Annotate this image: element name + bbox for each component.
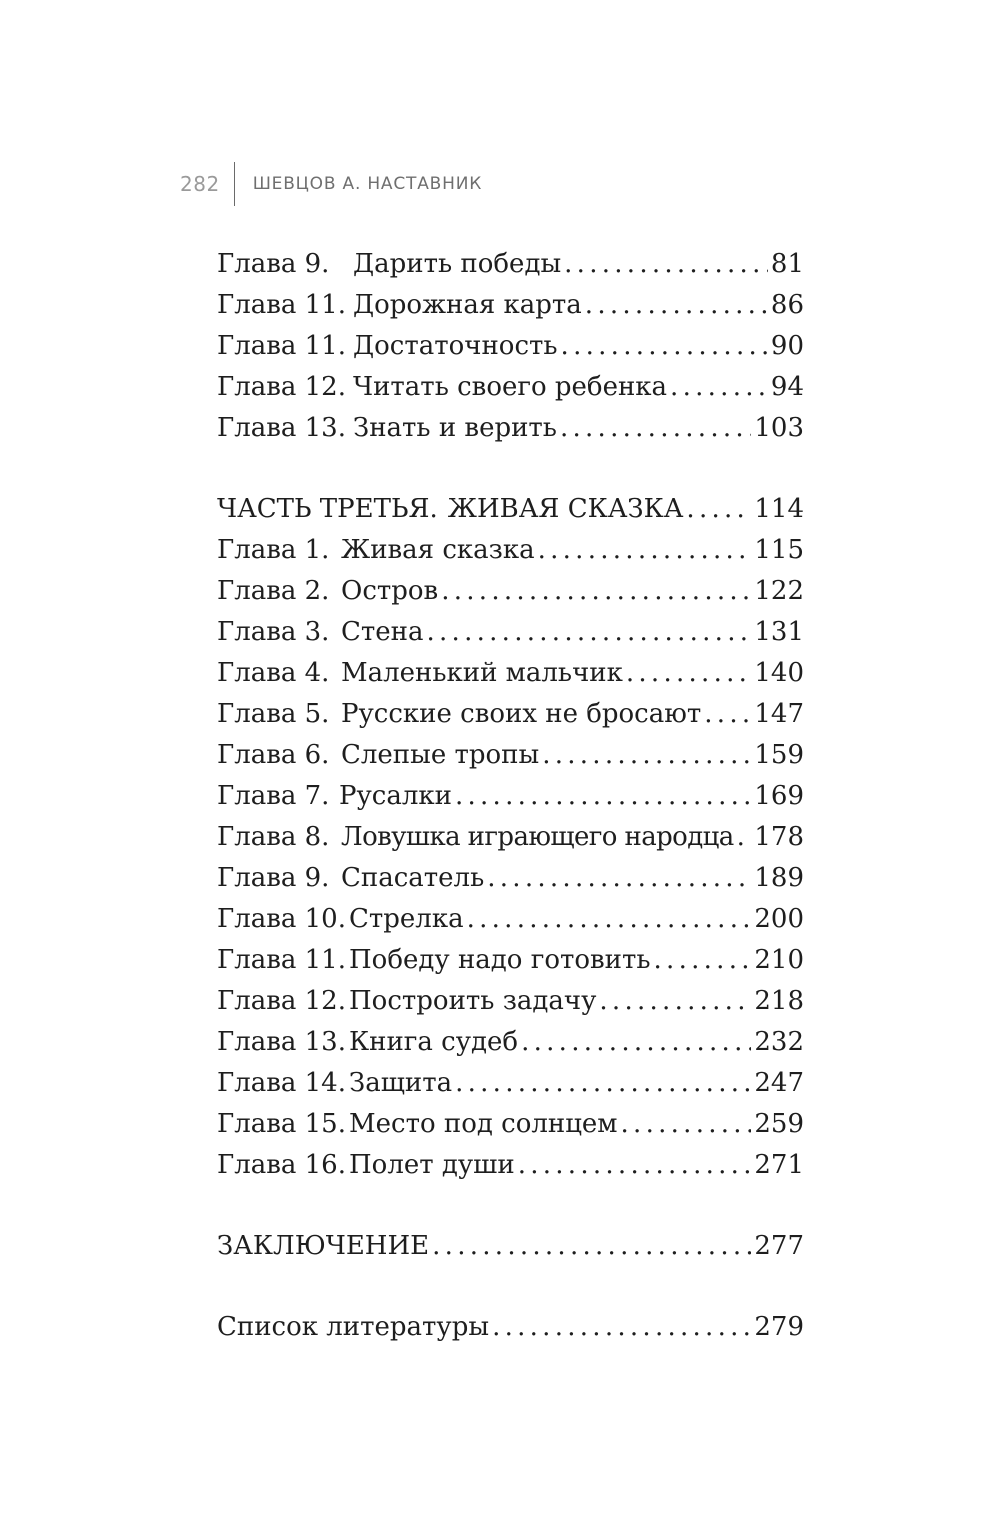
entry-label: Глава 13.	[217, 413, 346, 443]
entry-page: 90	[770, 331, 804, 361]
page-number: 282	[180, 172, 220, 196]
toc-entry	[217, 1063, 804, 1104]
leader-dots	[538, 530, 752, 571]
entry-title: Защита	[349, 1068, 453, 1098]
entry-page: 159	[754, 740, 804, 770]
entry-page: 232	[754, 1027, 804, 1057]
entry-page: 200	[754, 904, 804, 934]
leader-dots	[542, 735, 751, 776]
entry-page: 259	[754, 1109, 804, 1139]
toc-entry	[217, 367, 804, 408]
entry-label: Глава 8.	[217, 822, 330, 852]
leader-dots	[737, 817, 752, 858]
leader-dots	[432, 1226, 751, 1267]
leader-dots	[521, 1022, 751, 1063]
toc-entry	[217, 326, 804, 367]
entry-label: Глава 13.	[217, 1027, 346, 1057]
part-title: ЖИВАЯ СКАЗКА	[447, 494, 684, 524]
entry-page: 247	[754, 1068, 804, 1098]
toc-entry	[217, 285, 804, 326]
leader-dots	[564, 244, 768, 285]
entry-page: 169	[754, 781, 804, 811]
toc-entry	[217, 899, 804, 940]
toc-entry	[217, 735, 804, 776]
entry-label: Глава 11.	[217, 290, 346, 320]
entry-label: Глава 15.	[217, 1109, 346, 1139]
entry-label: Глава 9.	[217, 863, 330, 893]
entry-title: Стрелка	[349, 904, 464, 934]
part-page: 114	[754, 494, 804, 524]
toc-entry	[217, 1145, 804, 1186]
toc-entry-conclusion	[217, 1226, 804, 1267]
toc-entry	[217, 940, 804, 981]
entry-label: Глава 16.	[217, 1150, 346, 1180]
entry-label: Глава 11.	[217, 945, 346, 975]
toc-entry	[217, 981, 804, 1022]
entry-page: 218	[754, 986, 804, 1016]
toc-entry	[217, 694, 804, 735]
entry-page: 81	[770, 249, 804, 279]
entry-page: 94	[770, 372, 804, 402]
toc-entry	[217, 408, 804, 449]
running-head	[180, 162, 482, 206]
entry-title: Слепые тропы	[341, 740, 540, 770]
entry-label: Глава 6.	[217, 740, 330, 770]
entry-title: ЗАКЛЮЧЕНИЕ	[217, 1231, 430, 1261]
entry-page: 277	[754, 1231, 804, 1261]
entry-title: Список литературы	[217, 1312, 490, 1342]
entry-page: 122	[754, 576, 804, 606]
toc-entry	[217, 530, 804, 571]
leader-dots	[561, 326, 768, 367]
entry-label: Глава 11.	[217, 331, 346, 361]
table-of-contents	[217, 244, 804, 1348]
entry-page: 271	[754, 1150, 804, 1180]
book-title: ШЕВЦОВ А. НАСТАВНИК	[252, 174, 483, 194]
entry-label: Глава 4.	[217, 658, 330, 688]
part-label: ЧАСТЬ ТРЕТЬЯ.	[217, 494, 438, 524]
entry-page: 131	[754, 617, 804, 647]
leader-dots	[585, 285, 768, 326]
leader-dots	[455, 1063, 751, 1104]
leader-dots	[487, 858, 751, 899]
toc-entry	[217, 1022, 804, 1063]
leader-dots	[518, 1145, 752, 1186]
entry-page: 115	[754, 535, 804, 565]
entry-page: 178	[754, 822, 804, 852]
toc-group-conclusion	[217, 1226, 804, 1267]
entry-page: 147	[754, 699, 804, 729]
toc-entry	[217, 571, 804, 612]
entry-title: Знать и верить	[353, 413, 557, 443]
entry-page: 86	[770, 290, 804, 320]
header-divider	[234, 162, 235, 206]
leader-dots	[686, 489, 751, 530]
entry-page: 189	[754, 863, 804, 893]
leader-dots	[654, 940, 752, 981]
leader-dots	[704, 694, 751, 735]
entry-title: Дарить победы	[353, 249, 562, 279]
entry-title: Русские своих не бросают	[341, 699, 702, 729]
entry-label: Глава 5.	[217, 699, 330, 729]
toc-entry	[217, 244, 804, 285]
entry-title: Ловушка играющего народца	[341, 822, 734, 852]
entry-page: 279	[754, 1312, 804, 1342]
leader-dots	[492, 1307, 751, 1348]
leader-dots	[670, 367, 768, 408]
entry-title: Победу надо готовить	[349, 945, 651, 975]
leader-dots	[599, 981, 751, 1022]
entry-label: Глава 12.	[217, 986, 346, 1016]
toc-part-heading	[217, 489, 804, 530]
toc-entry	[217, 817, 804, 858]
entry-label: Глава 7.	[217, 781, 330, 811]
entry-label: Глава 3.	[217, 617, 330, 647]
entry-label: Глава 12.	[217, 372, 346, 402]
entry-title: Маленький мальчик	[341, 658, 623, 688]
leader-dots	[427, 612, 752, 653]
entry-title: Остров	[341, 576, 439, 606]
entry-title: Русалки	[339, 781, 452, 811]
toc-group-bibliography	[217, 1307, 804, 1348]
toc-entry	[217, 612, 804, 653]
entry-page: 210	[754, 945, 804, 975]
entry-title: Место под солнцем	[349, 1109, 618, 1139]
entry-label: Глава 1.	[217, 535, 330, 565]
toc-entry	[217, 1104, 804, 1145]
entry-label: Глава 9.	[217, 249, 330, 279]
toc-entry	[217, 858, 804, 899]
entry-label: Глава 10.	[217, 904, 346, 934]
entry-page: 140	[754, 658, 804, 688]
leader-dots	[455, 776, 751, 817]
entry-title: Достаточность	[353, 331, 558, 361]
toc-group-part-three	[217, 489, 804, 1186]
leader-dots	[467, 899, 752, 940]
toc-group-part-two-end	[217, 244, 804, 449]
entry-title: Живая сказка	[341, 535, 535, 565]
entry-page: 103	[754, 413, 804, 443]
entry-title: Дорожная карта	[353, 290, 582, 320]
toc-entry-bibliography	[217, 1307, 804, 1348]
leader-dots	[560, 408, 751, 449]
entry-title: Читать своего ребенка	[353, 372, 668, 402]
entry-title: Спасатель	[341, 863, 485, 893]
entry-title: Книга судеб	[349, 1027, 519, 1057]
entry-title: Стена	[341, 617, 424, 647]
entry-label: Глава 14.	[217, 1068, 346, 1098]
entry-title: Полет души	[349, 1150, 515, 1180]
toc-entry	[217, 653, 804, 694]
leader-dots	[621, 1104, 752, 1145]
leader-dots	[626, 653, 752, 694]
toc-entry	[217, 776, 804, 817]
entry-label: Глава 2.	[217, 576, 330, 606]
leader-dots	[441, 571, 751, 612]
entry-title: Построить задачу	[349, 986, 597, 1016]
